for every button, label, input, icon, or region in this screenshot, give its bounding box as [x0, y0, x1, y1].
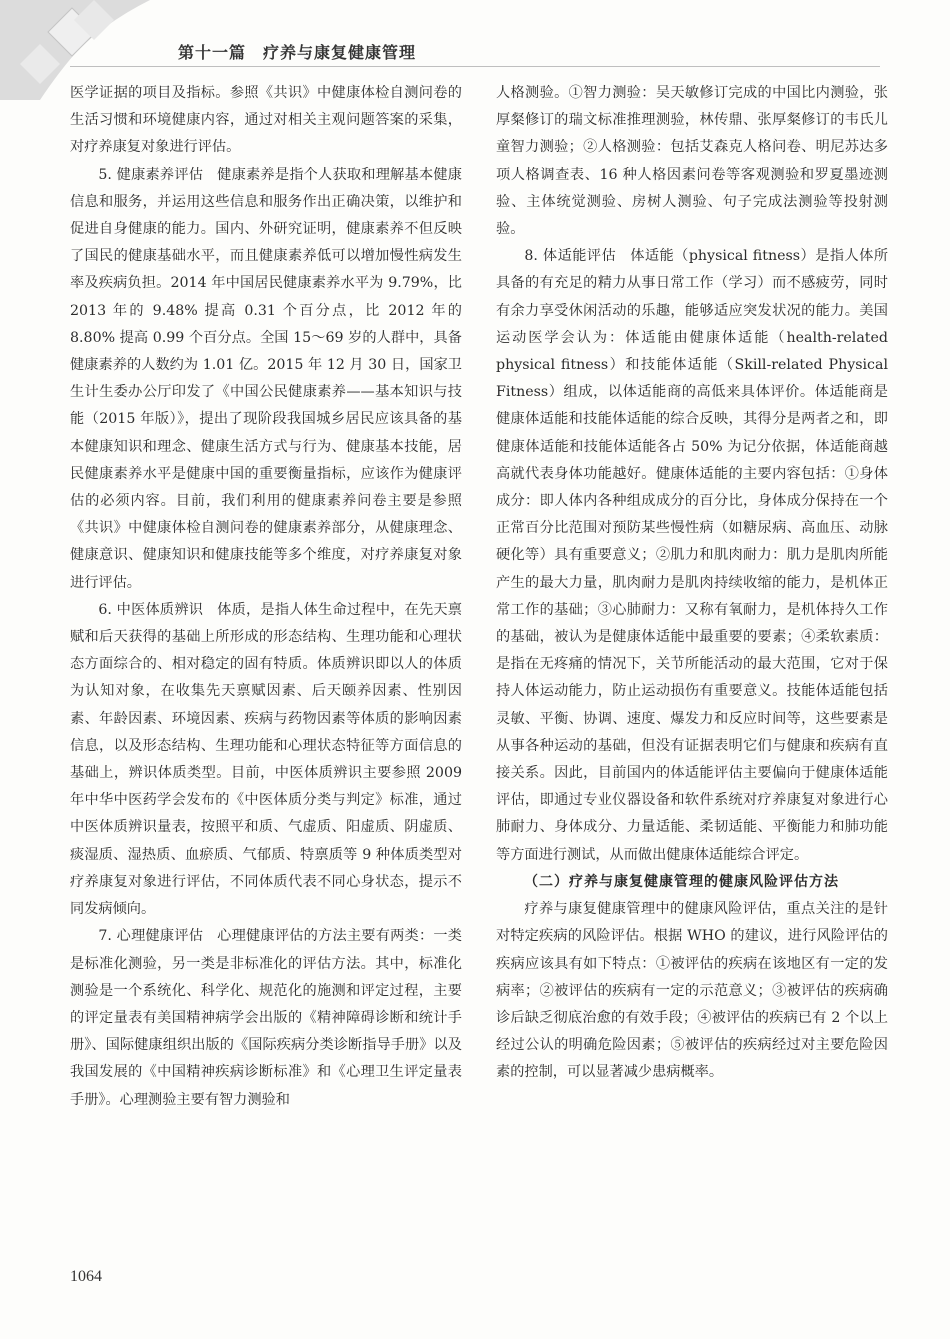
- header-divider: [70, 66, 880, 67]
- section-6-paragraph: [70, 597, 462, 923]
- section-8-body: 体适能（physical fitness）是指人体所具备的有充足的精力从事日常工作（学习）而不感疲劳，同时有余力享受休闲活动的乐趣，能够适应突发状况的能力。美国运动医学会认为：体适能由健康体适能（health-related physical fitness）和技能体适能（Skill-related Physical Fitness）组成，以体适能商的高低来具体评价。体适能商是健康体适能和技能体适能的综合反映，其得分是两者之和，即健康体适能和技能体适能各占 50% 为记分依据，体适能商越高就代表身体功能越好。健康体适能的主要内容包括：①身体成分：即人体内各种组成成分的百分比，身体成分保持在一个正常百分比范围对预防某些慢性病（如糖尿病、高血压、动脉硬化等）具有重要意义；②肌力和肌肉耐力：肌力是肌肉所能产生的最大力量，肌肉耐力是肌肉持续收缩的能力，是机体正常工作的基础；③心肺耐力：又称有氧耐力，是机体持久工作的基础，被认为是健康体适能中最重要的要素；④柔软素质：是指在无疼痛的情况下，关节所能活动的最大范围，它对于保持人体运动能力，防止运动损伤有重要意义。技能体适能包括灵敏、平衡、协调、速度、爆发力和反应时间等，这些要素是从事各种运动的基础，但没有证据表明它们与健康和疾病有直接关系。因此，目前国内的体适能评估主要偏向于健康体适能评估，即通过专业仪器设备和软件系统对疗养康复对象进行心肺耐力、身体成分、力量适能、柔韧适能、平衡能力和肺功能等方面进行测试，从而做出健康体适能综合评定。: [496, 248, 889, 863]
- paragraph: 医学证据的项目及指标。参照《共识》中健康体检自测问卷的生活习惯和环境健康内容，通过对相关主观问题答案的采集，对疗养康复对象进行评估。: [70, 85, 462, 156]
- section-7-heading: 7. 心理健康评估: [98, 928, 204, 945]
- section-5-heading: 5. 健康素养评估: [98, 166, 204, 183]
- left-column: [70, 80, 462, 1114]
- section-7-paragraph: [70, 923, 462, 1113]
- right-column: [496, 80, 888, 1087]
- paragraph: 人格测验。①智力测验：吴天敏修订完成的中国比内测验，张厚粲修订的瑞文标准推理测验，林传鼎、张厚粲修订的韦氏儿童智力测验；②人格测验：包括艾森克人格问卷、明尼苏达多项人格调查表、16 种人格因素问卷等客观测验和罗夏墨迹测验、主体统觉测验、房树人测验、句子完成法测验等投射测验。: [496, 85, 888, 238]
- paragraph: 疗养与康复健康管理中的健康风险评估，重点关注的是针对特定疾病的风险评估。根据 WHO 的建议，进行风险评估的疾病应该具有如下特点：①被评估的疾病在该地区有一定的发病率；②被评估的疾病有一定的示范意义；③被评估的疾病确诊后缺乏彻底治愈的有效手段；④被评估的疾病已有 2 个以上经过公认的明确危险因素；⑤被评估的疾病经过对主要危险因素的控制，可以显著减少患病概率。: [496, 901, 888, 1081]
- section-7-body: 心理健康评估的方法主要有两类：一类是标准化测验，另一类是非标准化的评估方法。其中，标准化测验是一个系统化、科学化、规范化的施测和评定过程，主要的评定量表有美国精神病学会出版的《精神障碍诊断和统计手册》、国际健康组织出版的《国际疾病分类诊断指导手册》以及我国发展的《中国精神疾病诊断标准》和《心理卫生评定量表手册》。心理测验主要有智力测验和: [70, 928, 462, 1108]
- section-5-body: 健康素养是指个人获取和理解基本健康信息和服务，并运用这些信息和服务作出正确决策，以维护和促进自身健康的能力。国内、外研究证明，健康素养不但反映了国民的健康基础水平，而且健康素养低可以增加慢性病发生率及疾病负担。2014 年中国居民健康素养水平为 9.79%，比 2013 年的 9.48% 提高 0.31 个百分点，比 2012 年的 8.80% 提高 0.99 个百分点。全国 15～69 岁的人群中，具备健康素养的人数约为 1.01 亿。2015 年 12 月 30 日，国家卫生计生委办公厅印发了《中国公民健康素养——基本知识与技能（2015 年版）》，提出了现阶段我国城乡居民应该具备的基本健康知识和理念、健康生活方式与行为、健康基本技能，居民健康素养水平是健康中国的重要衡量指标，应该作为健康评估的必须内容。目前，我们利用的健康素养问卷主要是参照《共识》中健康体检自测问卷的健康素养部分，从健康理念、健康意识、健康知识和健康技能等多个维度，对疗养康复对象进行评估。: [70, 166, 462, 591]
- running-header-title: 第十一篇 疗养与康复健康管理: [178, 43, 417, 62]
- section-5-paragraph: [70, 162, 462, 597]
- section-6-body: 体质，是指人体生命过程中，在先天禀赋和后天获得的基础上所形成的形态结构、生理功能和心理状态方面综合的、相对稳定的固有特质。体质辨识即以人的体质为认知对象，在收集先天禀赋因素、后天颐养因素、性别因素、年龄因素、环境因素、疾病与药物因素等体质的影响因素信息，以及形态结构、生理功能和心理状态特征等方面信息的基础上，辨识体质类型。目前，中医体质辨识主要参照 2009 年中华中医药学会发布的《中医体质分类与判定》标准，通过中医体质辨识量表，按照平和质、气虚质、阳虚质、阴虚质、痰湿质、湿热质、血瘀质、气郁质、特禀质等 9 种体质类型对疗养康复对象进行评估，不同体质代表不同心身状态，提示不同发病倾向。: [70, 601, 462, 918]
- section-8-heading: 8. 体适能评估: [524, 248, 617, 265]
- page-number: 1064: [70, 1268, 102, 1285]
- subsection-heading: （二）疗养与康复健康管理的健康风险评估方法: [524, 873, 839, 890]
- section-6-heading: 6. 中医体质辨识: [98, 601, 204, 618]
- section-8-paragraph: [496, 243, 888, 869]
